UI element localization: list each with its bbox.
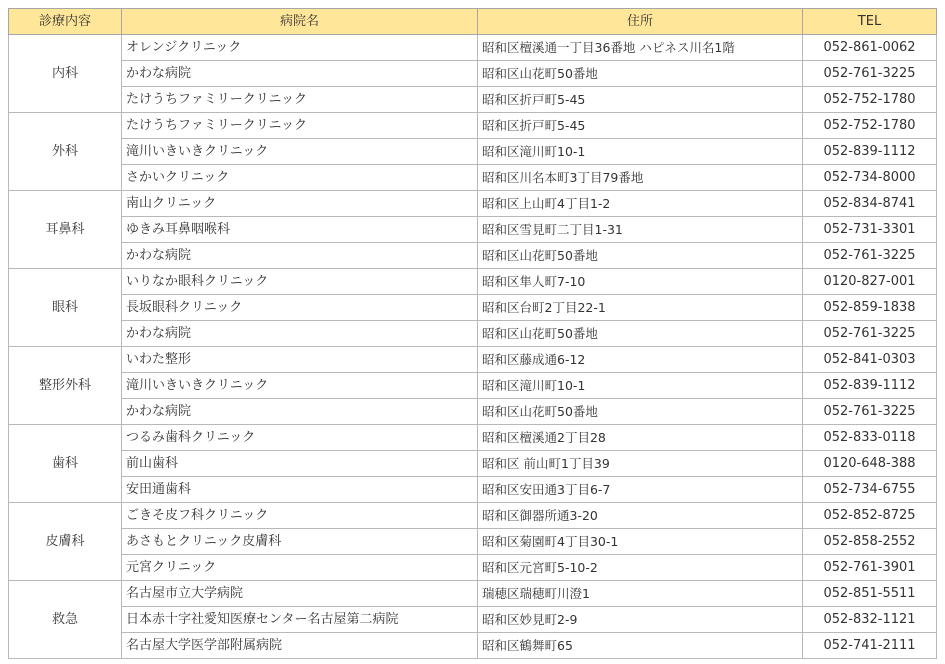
address-cell: 昭和区御器所通3-20 xyxy=(478,503,803,529)
address-cell: 昭和区安田通3丁目6-7 xyxy=(478,477,803,503)
tel-cell: 052-832-1121 xyxy=(803,607,937,633)
table-row xyxy=(9,633,937,659)
table-row xyxy=(9,607,937,633)
address-cell: 昭和区山花町50番地 xyxy=(478,243,803,269)
tel-cell: 052-761-3225 xyxy=(803,399,937,425)
hospital-name-cell: たけうちファミリークリニック xyxy=(122,87,478,113)
tel-cell: 052-734-6755 xyxy=(803,477,937,503)
hospital-name-cell: 長坂眼科クリニック xyxy=(122,295,478,321)
tel-cell: 052-839-1112 xyxy=(803,139,937,165)
tel-cell: 052-834-8741 xyxy=(803,191,937,217)
category-group xyxy=(9,581,937,659)
tel-cell: 052-859-1838 xyxy=(803,295,937,321)
tel-cell: 052-841-0303 xyxy=(803,347,937,373)
table-row xyxy=(9,347,937,373)
header-hospital-name: 病院名 xyxy=(122,9,478,35)
address-cell: 昭和区川名本町3丁目79番地 xyxy=(478,165,803,191)
address-cell: 昭和区藤成通6-12 xyxy=(478,347,803,373)
address-cell: 昭和区山花町50番地 xyxy=(478,61,803,87)
category-cell: 内科 xyxy=(9,35,122,113)
address-cell: 昭和区山花町50番地 xyxy=(478,399,803,425)
hospital-name-cell: 滝川いきいきクリニック xyxy=(122,373,478,399)
category-group xyxy=(9,269,937,347)
header-tel: TEL xyxy=(803,9,937,35)
header-category: 診療内容 xyxy=(9,9,122,35)
address-cell: 昭和区鶴舞町65 xyxy=(478,633,803,659)
address-cell: 昭和区妙見町2-9 xyxy=(478,607,803,633)
hospital-name-cell: 名古屋大学医学部附属病院 xyxy=(122,633,478,659)
hospital-name-cell: 南山クリニック xyxy=(122,191,478,217)
category-cell: 外科 xyxy=(9,113,122,191)
address-cell: 昭和区檀溪通2丁目28 xyxy=(478,425,803,451)
hospital-name-cell: ゆきみ耳鼻咽喉科 xyxy=(122,217,478,243)
table-row xyxy=(9,165,937,191)
address-cell: 昭和区山花町50番地 xyxy=(478,321,803,347)
tel-cell: 052-858-2552 xyxy=(803,529,937,555)
category-group xyxy=(9,191,937,269)
hospital-name-cell: いりなか眼科クリニック xyxy=(122,269,478,295)
table-row xyxy=(9,529,937,555)
address-cell: 昭和区台町2丁目22-1 xyxy=(478,295,803,321)
table-row xyxy=(9,139,937,165)
hospital-name-cell: 元宮クリニック xyxy=(122,555,478,581)
address-cell: 昭和区上山町4丁目1-2 xyxy=(478,191,803,217)
table-row xyxy=(9,451,937,477)
hospital-name-cell: ごきそ皮フ科クリニック xyxy=(122,503,478,529)
tel-cell: 052-852-8725 xyxy=(803,503,937,529)
table-row xyxy=(9,425,937,451)
table-row xyxy=(9,555,937,581)
hospital-name-cell: かわな病院 xyxy=(122,61,478,87)
hospital-name-cell: かわな病院 xyxy=(122,321,478,347)
tel-cell: 052-839-1112 xyxy=(803,373,937,399)
table-row xyxy=(9,321,937,347)
category-group xyxy=(9,503,937,581)
table-row xyxy=(9,399,937,425)
category-cell: 皮膚科 xyxy=(9,503,122,581)
table-row xyxy=(9,243,937,269)
clinic-table xyxy=(8,8,937,659)
hospital-name-cell: あさもとクリニック皮膚科 xyxy=(122,529,478,555)
address-cell: 昭和区檀溪通一丁目36番地 ハピネス川名1階 xyxy=(478,35,803,61)
hospital-name-cell: オレンジクリニック xyxy=(122,35,478,61)
header-row xyxy=(9,9,937,35)
category-cell: 整形外科 xyxy=(9,347,122,425)
table-row xyxy=(9,87,937,113)
table-row xyxy=(9,477,937,503)
address-cell: 昭和区隼人町7-10 xyxy=(478,269,803,295)
table-row xyxy=(9,373,937,399)
address-cell: 昭和区 前山町1丁目39 xyxy=(478,451,803,477)
address-cell: 昭和区折戸町5-45 xyxy=(478,87,803,113)
table-row xyxy=(9,191,937,217)
hospital-name-cell: 安田通歯科 xyxy=(122,477,478,503)
table-row xyxy=(9,295,937,321)
hospital-name-cell: 名古屋市立大学病院 xyxy=(122,581,478,607)
tel-cell: 0120-827-001 xyxy=(803,269,937,295)
table-row xyxy=(9,581,937,607)
tel-cell: 0120-648-388 xyxy=(803,451,937,477)
tel-cell: 052-761-3225 xyxy=(803,321,937,347)
tel-cell: 052-851-5511 xyxy=(803,581,937,607)
tel-cell: 052-833-0118 xyxy=(803,425,937,451)
hospital-name-cell: かわな病院 xyxy=(122,399,478,425)
address-cell: 昭和区滝川町10-1 xyxy=(478,139,803,165)
tel-cell: 052-761-3225 xyxy=(803,61,937,87)
category-group xyxy=(9,425,937,503)
tel-cell: 052-861-0062 xyxy=(803,35,937,61)
tel-cell: 052-752-1780 xyxy=(803,87,937,113)
hospital-name-cell: 滝川いきいきクリニック xyxy=(122,139,478,165)
hospital-name-cell: いわた整形 xyxy=(122,347,478,373)
category-group xyxy=(9,347,937,425)
address-cell: 昭和区菊園町4丁目30-1 xyxy=(478,529,803,555)
hospital-name-cell: 日本赤十字社愛知医療センター名古屋第二病院 xyxy=(122,607,478,633)
category-cell: 救急 xyxy=(9,581,122,659)
tel-cell: 052-731-3301 xyxy=(803,217,937,243)
hospital-name-cell: 前山歯科 xyxy=(122,451,478,477)
tel-cell: 052-761-3901 xyxy=(803,555,937,581)
hospital-name-cell: かわな病院 xyxy=(122,243,478,269)
table-row xyxy=(9,217,937,243)
category-cell: 歯科 xyxy=(9,425,122,503)
table-row xyxy=(9,113,937,139)
address-cell: 昭和区折戸町5-45 xyxy=(478,113,803,139)
table-row xyxy=(9,35,937,61)
hospital-name-cell: さかいクリニック xyxy=(122,165,478,191)
table-row xyxy=(9,269,937,295)
tel-cell: 052-741-2111 xyxy=(803,633,937,659)
header-address: 住所 xyxy=(478,9,803,35)
table-row xyxy=(9,61,937,87)
address-cell: 瑞穂区瑞穂町川澄1 xyxy=(478,581,803,607)
category-group xyxy=(9,35,937,113)
category-group xyxy=(9,113,937,191)
address-cell: 昭和区雪見町二丁目1-31 xyxy=(478,217,803,243)
hospital-name-cell: つるみ歯科クリニック xyxy=(122,425,478,451)
address-cell: 昭和区元宮町5-10-2 xyxy=(478,555,803,581)
hospital-name-cell: たけうちファミリークリニック xyxy=(122,113,478,139)
table-row xyxy=(9,503,937,529)
tel-cell: 052-734-8000 xyxy=(803,165,937,191)
address-cell: 昭和区滝川町10-1 xyxy=(478,373,803,399)
tel-cell: 052-752-1780 xyxy=(803,113,937,139)
category-cell: 耳鼻科 xyxy=(9,191,122,269)
tel-cell: 052-761-3225 xyxy=(803,243,937,269)
category-cell: 眼科 xyxy=(9,269,122,347)
